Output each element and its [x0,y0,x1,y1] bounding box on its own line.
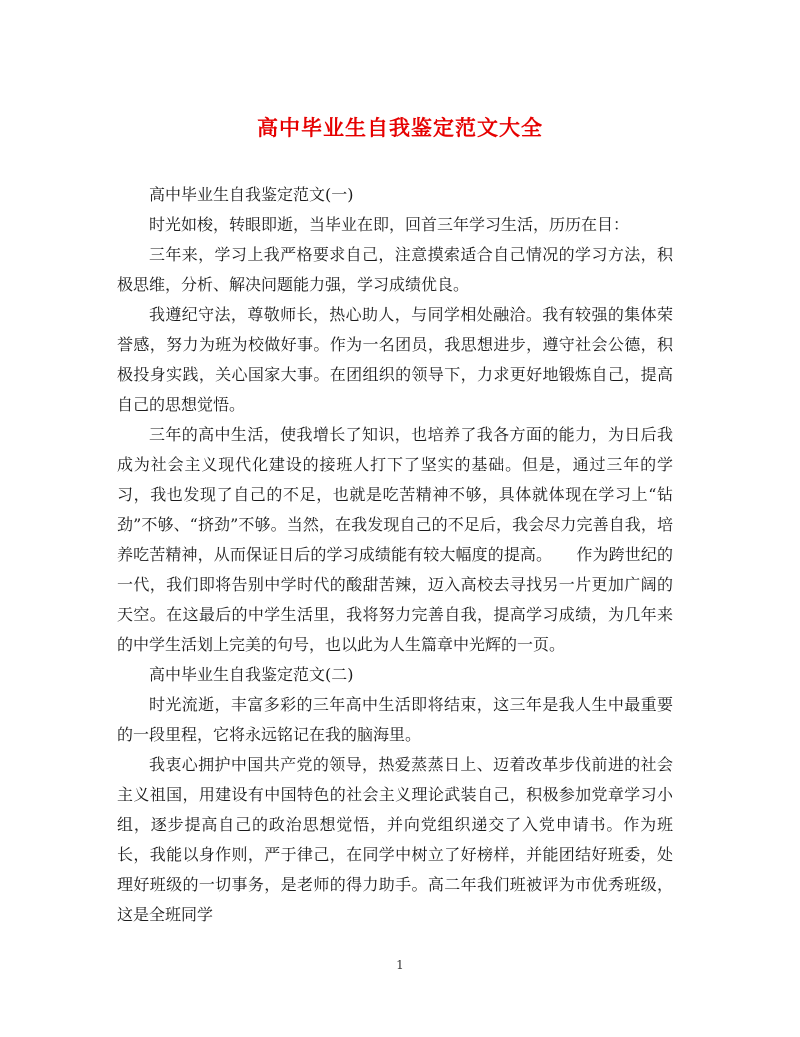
section-heading-2: 高中毕业生自我鉴定范文(二) [149,665,354,684]
paragraph: 我遵纪守法，尊敬师长，热心助人，与同学相处融洽。我有较强的集体荣誉感，努力为班为校做好事。作为一名团员，我思想进步，遵守社会公德，积极投身实践，关心国家大事。在团组织的领导下，力求更好地锻炼自己，提高自己的思想觉悟。 [117,305,673,414]
paragraph: 时光流逝，丰富多彩的三年高中生活即将结束，这三年是我人生中最重要的一段里程，它将永远铭记在我的脑海里。 [117,695,673,744]
paragraph: 时光如梭，转眼即逝，当毕业在即，回首三年学习生活，历历在目： [149,215,630,234]
paragraph: 三年来，学习上我严格要求自己，注意摸索适合自己情况的学习方法，积极思维，分析、解决问题能力强，学习成绩优良。 [117,245,673,294]
paragraph: 三年的高中生活，使我增长了知识，也培养了我各方面的能力，为日后我成为社会主义现代化建设的接班人打下了坚实的基础。但是，通过三年的学习，我也发现了自己的不足，也就是吃苦精神不够，具体就体现在学习上“钻劲”不够、“挤劲”不够。当然，在我发现自己的不足后，我会尽力完善自我，培养吃苦精神，从而保证日后的学习成绩能有较大幅度的提高。 作为跨世纪的一代，我们即将告别中学时代的酸甜苦辣，迈入高校去寻找另一片更加广阔的天空。在这最后的中学生活里，我将努力完善自我，提高学习成绩，为几年来的中学生活划上完美的句号，也以此为人生篇章中光辉的一页。 [117,425,673,654]
section-heading-1: 高中毕业生自我鉴定范文(一) [149,185,354,204]
document-title: 高中毕业生自我鉴定范文大全 [257,115,543,140]
page-number: 1 [396,958,404,972]
document-body [117,180,673,930]
paragraph: 我衷心拥护中国共产党的领导，热爱蒸蒸日上、迈着改革步伐前进的社会主义祖国，用建设有中国特色的社会主义理论武装自己，积极参加党章学习小组，逐步提高自己的政治思想觉悟，并向党组织递交了入党申请书。作为班长，我能以身作则，严于律己，在同学中树立了好榜样，并能团结好班委，处理好班级的一切事务，是老师的得力助手。高二年我们班被评为市优秀班级，这是全班同学 [117,755,673,924]
